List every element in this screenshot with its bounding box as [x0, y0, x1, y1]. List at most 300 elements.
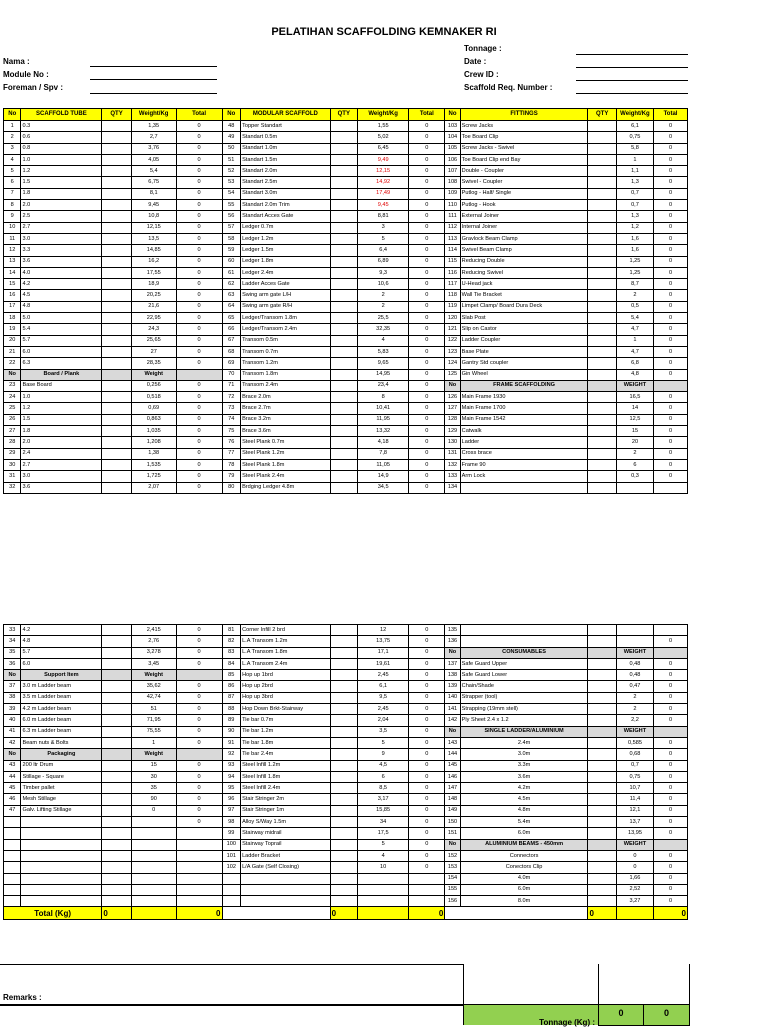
qty-cell[interactable] [330, 346, 357, 357]
item-no: 50 [222, 143, 241, 154]
item-total [176, 839, 222, 850]
qty-cell[interactable] [588, 369, 616, 380]
qty-cell[interactable] [102, 459, 132, 470]
table-row [4, 369, 688, 380]
qty-cell[interactable] [588, 884, 616, 895]
date-field[interactable] [576, 67, 688, 68]
qty-cell[interactable] [330, 121, 357, 132]
qty-cell[interactable] [102, 233, 132, 244]
qty-cell[interactable] [330, 233, 357, 244]
qty-cell[interactable] [330, 256, 357, 267]
qty-cell[interactable] [330, 771, 357, 782]
qty-cell[interactable] [330, 681, 357, 692]
qty-cell[interactable] [330, 760, 357, 771]
item-name: 1.0 [21, 154, 102, 165]
qty-cell[interactable] [102, 692, 132, 703]
qty-cell[interactable] [102, 647, 132, 658]
item-total [176, 873, 222, 884]
item-no: 20 [4, 335, 21, 346]
qty-cell[interactable] [588, 154, 616, 165]
qty-cell[interactable] [330, 245, 357, 256]
qty-cell[interactable] [102, 658, 132, 669]
qty-cell[interactable] [102, 256, 132, 267]
item-no: 118 [445, 290, 460, 301]
item-total: 0 [176, 132, 222, 143]
qty-cell[interactable] [330, 704, 357, 715]
qty-cell[interactable] [330, 794, 357, 805]
qty-cell[interactable] [102, 211, 132, 222]
qty-cell[interactable] [588, 805, 616, 816]
qty-cell[interactable] [102, 121, 132, 132]
table-row [4, 459, 688, 470]
qty-cell[interactable] [588, 324, 616, 335]
item-no: 73 [222, 403, 241, 414]
item-no: 89 [222, 715, 241, 726]
qty-cell[interactable] [330, 200, 357, 211]
qty-cell[interactable] [330, 154, 357, 165]
item-weight: 12,1 [616, 805, 653, 816]
item-weight: 9,49 [357, 154, 408, 165]
qty-cell[interactable] [330, 188, 357, 199]
qty-cell[interactable] [588, 188, 616, 199]
item-total: 0 [654, 873, 688, 884]
item-total: 0 [176, 794, 222, 805]
item-weight: 0,47 [616, 681, 653, 692]
item-name: Topper Standart [241, 121, 331, 132]
qty-cell[interactable] [588, 267, 616, 278]
qty-cell[interactable] [588, 256, 616, 267]
item-no: 96 [222, 794, 241, 805]
scaffold-req-field[interactable] [576, 93, 688, 94]
name-field[interactable] [90, 66, 217, 67]
qty-cell[interactable] [330, 313, 357, 324]
item-weight: 14,92 [357, 177, 408, 188]
table-row [4, 884, 688, 895]
qty-cell[interactable] [102, 715, 132, 726]
qty-cell[interactable] [588, 783, 616, 794]
item-total: 0 [409, 200, 445, 211]
item-total: 0 [409, 358, 445, 369]
qty-cell[interactable] [588, 437, 616, 448]
item-weight: 0,518 [131, 392, 176, 403]
qty-cell[interactable] [330, 426, 357, 437]
qty-cell[interactable] [102, 403, 132, 414]
qty-cell[interactable] [588, 749, 616, 760]
item-name: Timber pallet [21, 783, 102, 794]
item-name: Steel Infill 2.4m [241, 783, 331, 794]
qty-cell[interactable] [102, 828, 132, 839]
qty-cell[interactable] [102, 426, 132, 437]
qty-cell[interactable] [330, 211, 357, 222]
item-total [654, 380, 688, 391]
qty-cell[interactable] [330, 459, 357, 470]
item-total: 0 [654, 132, 688, 143]
item-total: 0 [654, 850, 688, 861]
item-name: Putlog - Half/ Single [460, 188, 588, 199]
qty-cell[interactable] [588, 335, 616, 346]
item-no: 52 [222, 166, 241, 177]
qty-cell[interactable] [588, 290, 616, 301]
qty-cell[interactable] [330, 839, 357, 850]
qty-cell[interactable] [330, 862, 357, 873]
item-name: Corner Infill 2 brd [241, 625, 331, 636]
item-total: 0 [409, 279, 445, 290]
item-weight: 0,256 [131, 380, 176, 391]
qty-cell[interactable] [588, 448, 616, 459]
qty-cell[interactable] [588, 392, 616, 403]
qty-cell[interactable] [588, 403, 616, 414]
qty-cell[interactable] [588, 121, 616, 132]
qty-cell[interactable] [102, 437, 132, 448]
qty-cell[interactable] [588, 132, 616, 143]
qty-cell[interactable] [330, 437, 357, 448]
table-row [4, 437, 688, 448]
qty-cell[interactable] [588, 482, 616, 493]
item-weight: 6,1 [616, 121, 653, 132]
qty-cell[interactable] [102, 794, 132, 805]
foreman-field[interactable] [90, 93, 217, 94]
item-total: 0 [409, 850, 445, 861]
item-total: 0 [654, 783, 688, 794]
qty-cell[interactable] [330, 805, 357, 816]
qty-cell[interactable] [330, 267, 357, 278]
item-name: 6.0m [460, 884, 588, 895]
qty-cell[interactable] [588, 771, 616, 782]
qty-cell[interactable] [102, 896, 132, 907]
qty-cell[interactable] [330, 625, 357, 636]
item-weight: 0,585 [616, 737, 653, 748]
item-total: 0 [409, 346, 445, 357]
item-weight: 21,6 [131, 301, 176, 312]
table-row [4, 358, 688, 369]
item-no: 58 [222, 233, 241, 244]
item-no: 142 [445, 715, 460, 726]
qty-cell[interactable] [330, 896, 357, 907]
table-row [4, 279, 688, 290]
item-no: 4 [4, 154, 21, 165]
qty-cell[interactable] [102, 760, 132, 771]
qty-cell[interactable] [588, 670, 616, 681]
qty-cell[interactable] [330, 715, 357, 726]
total-row [4, 907, 688, 920]
item-name: Hop up 3brd [241, 692, 331, 703]
item-no: 48 [222, 121, 241, 132]
item-total: 0 [654, 715, 688, 726]
qty-cell[interactable] [330, 380, 357, 391]
qty-cell[interactable] [102, 324, 132, 335]
qty-cell[interactable] [588, 414, 616, 425]
item-total [176, 369, 222, 380]
qty-cell[interactable] [102, 414, 132, 425]
item-no: 42 [4, 737, 21, 748]
item-total [176, 850, 222, 861]
item-total: 0 [654, 862, 688, 873]
qty-cell[interactable] [102, 884, 132, 895]
item-weight [357, 896, 408, 907]
qty-cell[interactable] [102, 313, 132, 324]
item-total: 0 [176, 647, 222, 658]
item-no: 37 [4, 681, 21, 692]
qty-cell[interactable] [102, 132, 132, 143]
qty-cell[interactable] [588, 817, 616, 828]
qty-cell[interactable] [330, 414, 357, 425]
qty-cell[interactable] [102, 862, 132, 873]
qty-cell[interactable] [330, 369, 357, 380]
item-name: Brdging Ledger 4.8m [241, 482, 331, 493]
item-no [222, 873, 241, 884]
qty-cell[interactable] [588, 862, 616, 873]
qty-cell[interactable] [588, 692, 616, 703]
qty-cell[interactable] [102, 636, 132, 647]
qty-cell[interactable] [588, 636, 616, 647]
item-total: 0 [176, 222, 222, 233]
item-name: Tie bar 0.7m [241, 715, 331, 726]
qty-cell[interactable] [102, 805, 132, 816]
qty-cell[interactable] [588, 426, 616, 437]
qty-cell[interactable] [102, 267, 132, 278]
item-weight: WEIGHT [616, 726, 653, 737]
qty-cell[interactable] [102, 143, 132, 154]
item-weight: 1,2 [616, 222, 653, 233]
item-no [4, 839, 21, 850]
qty-cell[interactable] [588, 737, 616, 748]
qty-cell[interactable] [102, 200, 132, 211]
qty-cell[interactable] [588, 200, 616, 211]
qty-cell[interactable] [330, 670, 357, 681]
qty-cell[interactable] [330, 636, 357, 647]
qty-cell[interactable] [330, 850, 357, 861]
qty-cell[interactable] [102, 335, 132, 346]
item-no: 90 [222, 726, 241, 737]
qty-cell[interactable] [588, 222, 616, 233]
qty-cell[interactable] [102, 873, 132, 884]
item-name: Brace 2.7m [241, 403, 331, 414]
qty-cell[interactable] [102, 737, 132, 748]
qty-cell[interactable] [588, 704, 616, 715]
item-no: 152 [445, 850, 460, 861]
qty-cell[interactable] [102, 358, 132, 369]
qty-cell[interactable] [588, 873, 616, 884]
qty-cell[interactable] [102, 301, 132, 312]
qty-cell[interactable] [330, 392, 357, 403]
item-total: 0 [409, 636, 445, 647]
remarks-area[interactable] [0, 964, 464, 1006]
qty-cell[interactable] [330, 301, 357, 312]
qty-cell[interactable] [102, 726, 132, 737]
qty-cell[interactable] [102, 392, 132, 403]
qty-cell[interactable] [330, 324, 357, 335]
item-weight: 90 [131, 794, 176, 805]
qty-cell[interactable] [330, 290, 357, 301]
item-weight: WEIGHT [616, 839, 653, 850]
item-weight: 51 [131, 704, 176, 715]
qty-cell[interactable] [330, 692, 357, 703]
qty-cell[interactable] [102, 380, 132, 391]
item-no [4, 873, 21, 884]
item-weight: 10 [357, 862, 408, 873]
qty-cell[interactable] [102, 188, 132, 199]
item-no: 81 [222, 625, 241, 636]
item-name: 1.0 [21, 392, 102, 403]
item-name: Steel Plank 2.4m [241, 471, 331, 482]
qty-cell[interactable] [588, 358, 616, 369]
qty-cell[interactable] [330, 828, 357, 839]
qty-cell[interactable] [102, 471, 132, 482]
item-no: 94 [222, 771, 241, 782]
qty-cell[interactable] [102, 704, 132, 715]
qty-cell[interactable] [588, 245, 616, 256]
qty-cell[interactable] [588, 143, 616, 154]
item-name: Stillage - Square [21, 771, 102, 782]
qty-cell[interactable] [588, 471, 616, 482]
total-value-1: 0 [102, 907, 132, 920]
qty-cell[interactable] [102, 839, 132, 850]
item-no: 133 [445, 471, 460, 482]
qty-cell[interactable] [330, 166, 357, 177]
qty-cell[interactable] [102, 290, 132, 301]
qty-cell[interactable] [330, 482, 357, 493]
item-total: 0 [409, 817, 445, 828]
qty-cell[interactable] [588, 681, 616, 692]
qty-cell[interactable] [102, 245, 132, 256]
qty-cell[interactable] [588, 828, 616, 839]
qty-cell[interactable] [330, 358, 357, 369]
item-no: 12 [4, 245, 21, 256]
qty-cell[interactable] [588, 177, 616, 188]
item-name: 3.0 m Ladder beam [21, 681, 102, 692]
table-row [4, 471, 688, 482]
item-weight: 10,6 [357, 279, 408, 290]
qty-cell[interactable] [102, 222, 132, 233]
qty-cell[interactable] [330, 143, 357, 154]
item-weight: 20 [616, 437, 653, 448]
crew-id-field[interactable] [576, 80, 688, 81]
item-weight: 0,7 [616, 188, 653, 199]
qty-cell[interactable] [102, 166, 132, 177]
item-no: 151 [445, 828, 460, 839]
item-weight: 6,4 [357, 245, 408, 256]
qty-cell[interactable] [102, 154, 132, 165]
item-name: Toe Board Clip end Bay [460, 154, 588, 165]
qty-cell[interactable] [330, 132, 357, 143]
item-weight: 0,68 [616, 749, 653, 760]
qty-cell[interactable] [102, 279, 132, 290]
qty-cell[interactable] [588, 313, 616, 324]
item-no: 64 [222, 301, 241, 312]
qty-cell[interactable] [588, 850, 616, 861]
item-total: 0 [409, 324, 445, 335]
item-no [4, 862, 21, 873]
item-no: 47 [4, 805, 21, 816]
qty-cell[interactable] [588, 658, 616, 669]
item-total: 0 [176, 704, 222, 715]
qty-cell[interactable] [330, 817, 357, 828]
module-no-field[interactable] [90, 79, 217, 80]
item-weight [131, 862, 176, 873]
item-total: 0 [654, 828, 688, 839]
qty-cell[interactable] [588, 459, 616, 470]
qty-cell[interactable] [330, 647, 357, 658]
qty-cell[interactable] [102, 681, 132, 692]
qty-cell[interactable] [330, 471, 357, 482]
item-weight: 5 [357, 233, 408, 244]
item-name: Standart 1.5m [241, 154, 331, 165]
item-name: Swing arm gate L/H [241, 290, 331, 301]
qty-cell[interactable] [588, 233, 616, 244]
item-name: Standart 2.0m [241, 166, 331, 177]
qty-cell[interactable] [102, 448, 132, 459]
qty-cell[interactable] [102, 625, 132, 636]
item-name: Brace 3.6m [241, 426, 331, 437]
qty-cell[interactable] [330, 403, 357, 414]
qty-cell[interactable] [102, 771, 132, 782]
item-name: 3.0 [21, 471, 102, 482]
item-weight: 71,95 [131, 715, 176, 726]
page-title: PELATIHAN SCAFFOLDING KEMNAKER RI [271, 26, 497, 38]
table-row [4, 392, 688, 403]
qty-cell[interactable] [330, 222, 357, 233]
col-fittings: FITTINGS [460, 109, 588, 121]
item-weight: 2 [616, 290, 653, 301]
qty-cell [102, 749, 132, 760]
qty-cell[interactable] [102, 850, 132, 861]
item-name: Steel Plank 0.7m [241, 437, 331, 448]
qty-cell[interactable] [330, 279, 357, 290]
item-name: Screw Jacks - Swivel [460, 143, 588, 154]
qty-cell[interactable] [102, 817, 132, 828]
item-name: Hop up 1brd [241, 670, 331, 681]
qty-cell[interactable] [588, 301, 616, 312]
qty-cell[interactable] [330, 783, 357, 794]
qty-cell[interactable] [330, 658, 357, 669]
qty-cell[interactable] [588, 896, 616, 907]
item-total: 0 [176, 380, 222, 391]
item-total: 0 [409, 132, 445, 143]
qty-cell[interactable] [588, 625, 616, 636]
item-weight: 0,863 [131, 414, 176, 425]
item-weight: 1,6 [616, 233, 653, 244]
item-no: 29 [4, 448, 21, 459]
qty-cell[interactable] [102, 783, 132, 794]
qty-cell[interactable] [330, 884, 357, 895]
qty-cell[interactable] [588, 794, 616, 805]
qty-cell[interactable] [102, 346, 132, 357]
qty-cell[interactable] [588, 760, 616, 771]
item-no: 71 [222, 380, 241, 391]
tonnage-field[interactable] [576, 54, 688, 55]
qty-cell[interactable] [330, 335, 357, 346]
qty-cell [588, 380, 616, 391]
qty-cell[interactable] [588, 166, 616, 177]
qty-cell[interactable] [588, 715, 616, 726]
item-name [21, 873, 102, 884]
qty-cell[interactable] [330, 737, 357, 748]
qty-cell[interactable] [102, 177, 132, 188]
item-weight [616, 636, 653, 647]
qty-cell[interactable] [330, 177, 357, 188]
qty-cell[interactable] [330, 749, 357, 760]
qty-cell[interactable] [102, 482, 132, 493]
item-total: 0 [409, 839, 445, 850]
item-name: Ledger 1.5m [241, 245, 331, 256]
qty-cell[interactable] [330, 448, 357, 459]
qty-cell[interactable] [588, 279, 616, 290]
item-name: Safe Guard Upper [460, 658, 588, 669]
qty-cell[interactable] [588, 211, 616, 222]
qty-cell[interactable] [588, 346, 616, 357]
qty-cell[interactable] [330, 873, 357, 884]
qty-cell[interactable] [330, 726, 357, 737]
